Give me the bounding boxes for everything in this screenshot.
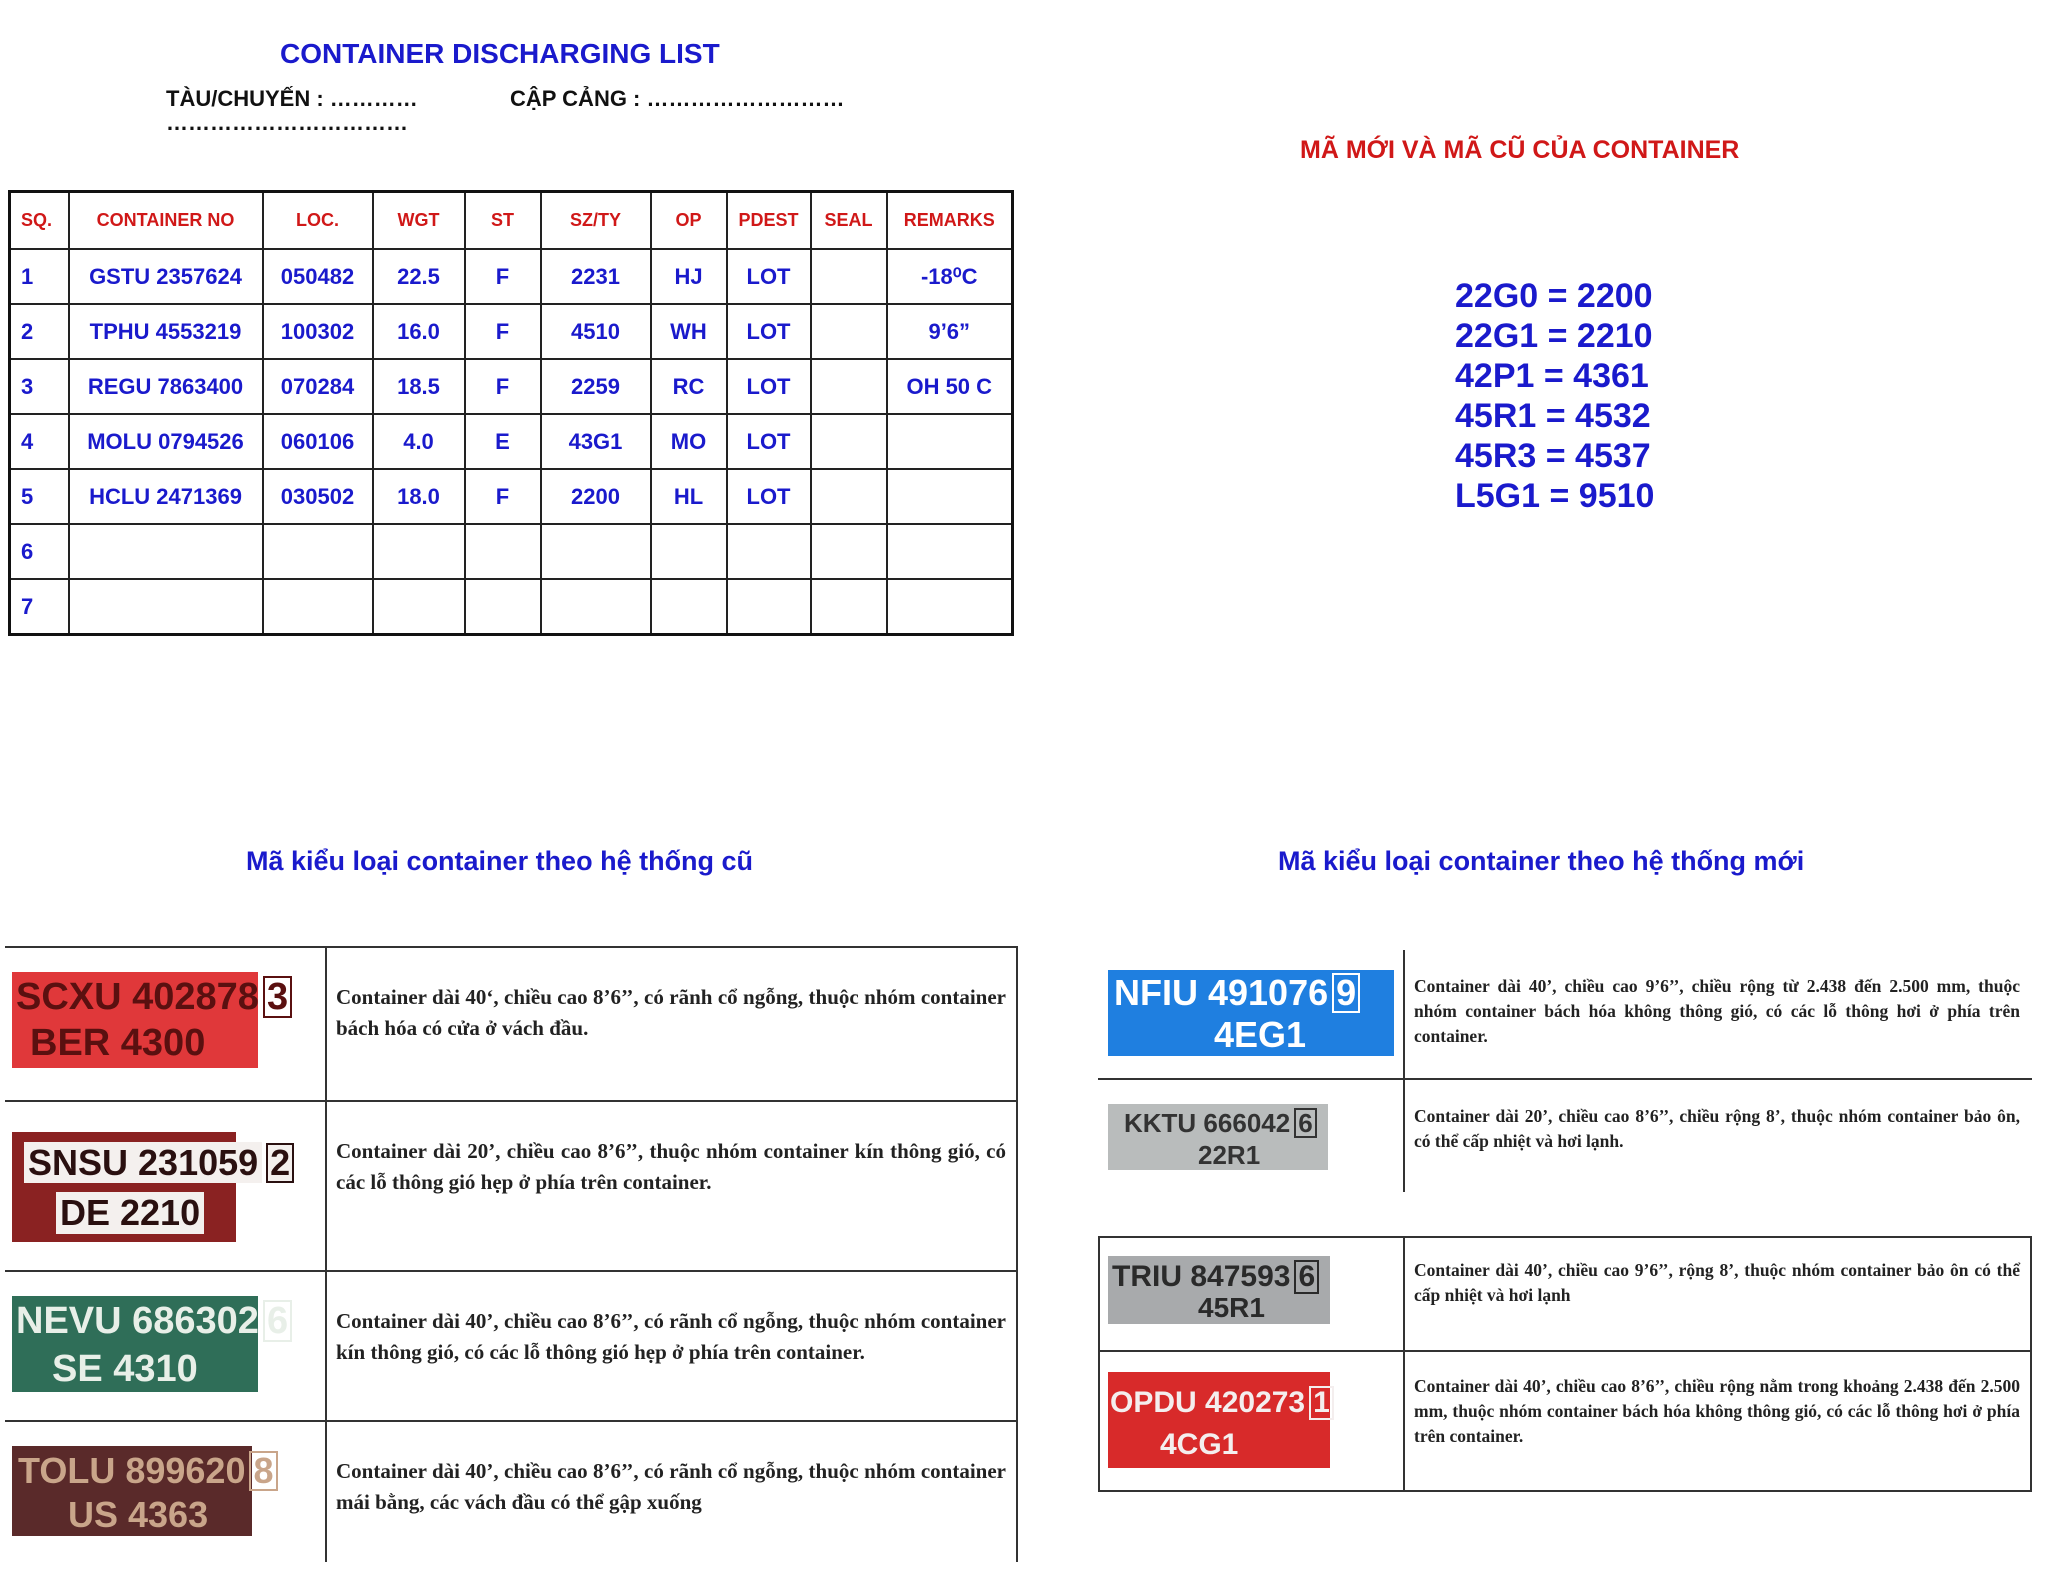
table-cell: 16.0 [373, 304, 465, 359]
check-digit: 6 [1294, 1108, 1316, 1138]
table-cell [811, 359, 887, 414]
column-header: CONTAINER NO [69, 192, 263, 250]
table-header-row [10, 192, 1013, 250]
type-description: Container dài 40‘, chiều cao 8’6’’, có rãnh cổ ngỗng, thuộc nhóm container bách hóa có cửa ở vách đầu. [336, 985, 1006, 1040]
table-cell: LOT [727, 304, 811, 359]
divider [5, 1270, 1017, 1272]
type-description: Container dài 40’, chiều cao 8’6’’, có rãnh cổ ngỗng, thuộc nhóm container kín thông gió, có các lỗ thông gió hẹp ở phía trên container. [336, 1309, 1006, 1364]
table-cell: LOT [727, 414, 811, 469]
check-digit: 3 [263, 976, 292, 1018]
table-row [10, 579, 1013, 635]
plate-code: KKTU 666042 [1124, 1108, 1291, 1138]
type-description: Container dài 40’, chiều cao 9’6’’, chiều rộng từ 2.438 đến 2.500 mm, thuộc nhóm container bách hóa không thông gió, có các lỗ thông hơi ở phía trên container. [1414, 976, 2020, 1046]
check-digit: 1 [1309, 1386, 1334, 1420]
table-cell: 070284 [263, 359, 373, 414]
table-cell: F [465, 469, 541, 524]
container-code-plate [1108, 970, 1394, 1056]
table-cell: 1 [10, 249, 69, 304]
table-cell: MOLU 0794526 [69, 414, 263, 469]
table-cell [887, 469, 1013, 524]
container-code-plate [12, 972, 289, 1068]
plate-type: BER 4300 [30, 1022, 206, 1064]
plate-type: 45R1 [1198, 1292, 1265, 1323]
check-digit: 9 [1332, 973, 1360, 1013]
table-cell: 2200 [541, 469, 651, 524]
column-header: REMARKS [887, 192, 1013, 250]
table-cell [373, 579, 465, 635]
table-cell: 100302 [263, 304, 373, 359]
table-row [10, 524, 1013, 579]
type-description: Container dài 20’, chiều cao 8’6’’, chiều rộng 8’, thuộc nhóm container bảo ôn, có thể cấp nhiệt và hơi lạnh. [1414, 1106, 2020, 1151]
table-cell: 7 [10, 579, 69, 635]
table-cell [373, 524, 465, 579]
table-cell [811, 524, 887, 579]
table-cell [887, 579, 1013, 635]
divider [1016, 946, 1018, 1562]
plate-code: TOLU 899620 [18, 1450, 246, 1491]
vessel-voyage-label: TÀU/CHUYẾN : ………… [166, 86, 418, 111]
table-cell: F [465, 249, 541, 304]
type-description: Container dài 40’, chiều cao 8’6’’, chiều rộng nằm trong khoảng 2.438 đến 2.500 mm, thuộc nhóm container bách hóa không thông gió, có các lỗ thông hơi ở phía trên container. [1414, 1376, 2020, 1446]
table-cell [69, 579, 263, 635]
table-cell: F [465, 359, 541, 414]
table-cell: HJ [651, 249, 727, 304]
plate-type: 4EG1 [1214, 1014, 1307, 1055]
container-code-plate [1108, 1372, 1330, 1468]
table-cell [651, 524, 727, 579]
table-cell [465, 524, 541, 579]
table-cell [887, 524, 1013, 579]
table-cell: E [465, 414, 541, 469]
container-code-plate [12, 1132, 291, 1242]
check-digit: 6 [1294, 1260, 1319, 1294]
divider [5, 1420, 1017, 1422]
divider [1098, 1236, 2032, 1238]
container-code-plate [1108, 1256, 1330, 1324]
table-cell [465, 579, 541, 635]
table-cell: REGU 7863400 [69, 359, 263, 414]
table-cell: 3 [10, 359, 69, 414]
table-cell [69, 524, 263, 579]
table-cell: LOT [727, 249, 811, 304]
code-mapping-item: 22G1 = 2210 [1455, 317, 1653, 355]
plate-code: TRIU 847593 [1112, 1260, 1291, 1293]
table-cell: 9’6” [887, 304, 1013, 359]
plate-type: 4CG1 [1160, 1428, 1239, 1461]
plate-type: 22R1 [1198, 1140, 1261, 1170]
divider [1098, 1078, 2032, 1080]
table-cell: 4 [10, 414, 69, 469]
new-system-title: Mã kiểu loại container theo hệ thống mới [1278, 846, 1805, 876]
code-mapping-item: 45R1 = 4532 [1455, 397, 1651, 435]
code-mapping-item: 22G0 = 2200 [1455, 277, 1653, 315]
table-row [10, 414, 1013, 469]
table-cell: 030502 [263, 469, 373, 524]
table-cell [651, 579, 727, 635]
table-cell: 18.5 [373, 359, 465, 414]
table-cell [263, 524, 373, 579]
code-mapping-list [1455, 276, 1654, 516]
table-row [10, 359, 1013, 414]
container-code-plate [12, 1446, 274, 1536]
table-cell [541, 579, 651, 635]
table-cell [541, 524, 651, 579]
table-cell: 4510 [541, 304, 651, 359]
table-row [10, 469, 1013, 524]
document-title: CONTAINER DISCHARGING LIST [280, 38, 720, 69]
plate-type: US 4363 [68, 1494, 209, 1535]
divider [1098, 1236, 1100, 1492]
table-cell: MO [651, 414, 727, 469]
table-cell: 4.0 [373, 414, 465, 469]
code-mapping-title: MÃ MỚI VÀ MÃ CŨ CỦA CONTAINER [1300, 136, 1740, 164]
column-header: ST [465, 192, 541, 250]
table-cell: RC [651, 359, 727, 414]
vessel-voyage-dots: …………………………… [166, 110, 408, 135]
type-description: Container dài 40’, chiều cao 9’6’’, rộng 8’, thuộc nhóm container bảo ôn có thể cấp nhiệt và hơi lạnh [1414, 1260, 2020, 1305]
check-digit: 8 [249, 1451, 277, 1491]
plate-code: OPDU 420273 [1110, 1386, 1306, 1419]
code-mapping-item: 42P1 = 4361 [1455, 357, 1649, 395]
divider [1403, 1236, 1405, 1492]
type-description: Container dài 20’, chiều cao 8’6’’, thuộc nhóm container kín thông gió, có các lỗ thông gió hẹp ở phía trên container. [336, 1139, 1006, 1194]
table-cell: HL [651, 469, 727, 524]
table-cell: LOT [727, 469, 811, 524]
table-row [10, 249, 1013, 304]
divider [1403, 950, 1405, 1192]
table-cell: 060106 [263, 414, 373, 469]
column-header: PDEST [727, 192, 811, 250]
divider [5, 1100, 1017, 1102]
table-cell [811, 579, 887, 635]
table-cell: HCLU 2471369 [69, 469, 263, 524]
table-cell [811, 304, 887, 359]
divider [1098, 1350, 2032, 1352]
column-header: LOC. [263, 192, 373, 250]
divider [325, 946, 327, 1562]
plate-type: DE 2210 [56, 1192, 204, 1234]
table-cell: 18.0 [373, 469, 465, 524]
code-mapping-item: 45R3 = 4537 [1455, 437, 1651, 475]
table-cell: OH 50 C [887, 359, 1013, 414]
table-cell: 22.5 [373, 249, 465, 304]
table-cell: WH [651, 304, 727, 359]
divider [5, 946, 1017, 948]
table-cell [887, 414, 1013, 469]
code-mapping-item: L5G1 = 9510 [1455, 477, 1655, 515]
table-cell: 43G1 [541, 414, 651, 469]
type-description: Container dài 40’, chiều cao 8’6’’, có rãnh cổ ngỗng, thuộc nhóm container mái bằng, các vách đầu có thể gập xuống [336, 1459, 1006, 1514]
container-code-plate [1108, 1104, 1328, 1170]
table-cell: 2 [10, 304, 69, 359]
table-cell [263, 579, 373, 635]
table-row [10, 304, 1013, 359]
table-cell: LOT [727, 359, 811, 414]
table-cell [811, 414, 887, 469]
table-cell [811, 249, 887, 304]
table-cell: 2259 [541, 359, 651, 414]
table-cell: GSTU 2357624 [69, 249, 263, 304]
table-cell: 5 [10, 469, 69, 524]
column-header: SZ/TY [541, 192, 651, 250]
plate-code: NFIU 491076 [1114, 972, 1329, 1013]
old-system-title: Mã kiểu loại container theo hệ thống cũ [246, 846, 754, 876]
table-cell: -18⁰C [887, 249, 1013, 304]
table-cell: F [465, 304, 541, 359]
plate-code: SCXU 402878 [16, 976, 259, 1018]
column-header: OP [651, 192, 727, 250]
table-cell [727, 579, 811, 635]
plate-type: SE 4310 [52, 1348, 198, 1390]
table-cell: 6 [10, 524, 69, 579]
discharging-table [8, 190, 1014, 636]
table-cell: 050482 [263, 249, 373, 304]
table-cell: TPHU 4553219 [69, 304, 263, 359]
column-header: SEAL [811, 192, 887, 250]
column-header: SQ. [10, 192, 69, 250]
berth-label: CẬP CẢNG : ……………………… [510, 86, 845, 111]
plate-code: NEVU 686302 [16, 1300, 259, 1342]
divider [1098, 1490, 2032, 1492]
container-code-plate [12, 1296, 289, 1392]
table-cell [811, 469, 887, 524]
table-cell: 2231 [541, 249, 651, 304]
divider [2030, 1236, 2032, 1492]
table-cell [727, 524, 811, 579]
check-digit: 2 [266, 1143, 294, 1183]
plate-code: SNSU 231059 [24, 1142, 262, 1183]
check-digit: 6 [263, 1300, 292, 1342]
column-header: WGT [373, 192, 465, 250]
